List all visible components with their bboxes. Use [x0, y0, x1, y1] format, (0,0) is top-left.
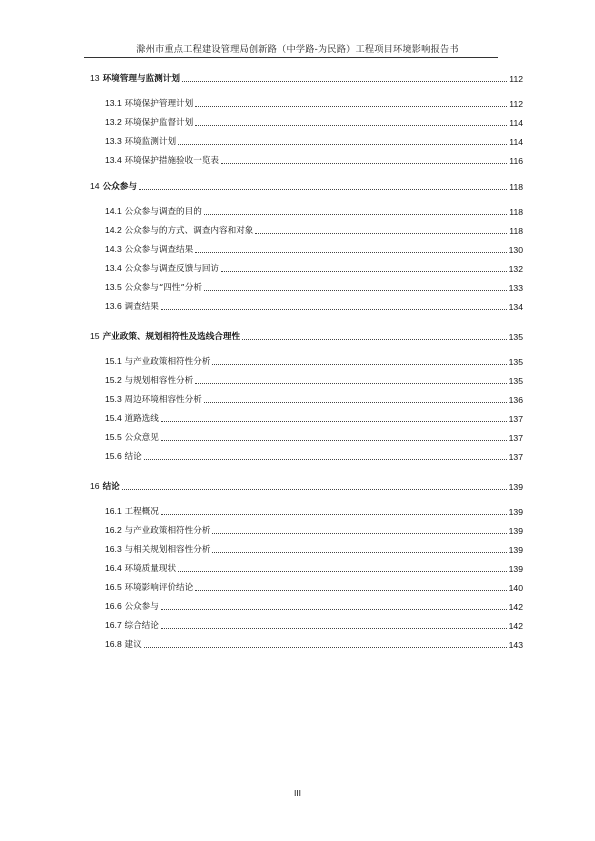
toc-entry-number: 15.5 [105, 432, 122, 442]
leader-dots [161, 514, 507, 515]
leader-dots [204, 214, 507, 215]
toc-entry-title: 与相关规划相容性分析 [124, 545, 211, 555]
leader-dots [212, 552, 506, 553]
leader-dots [212, 533, 506, 534]
toc-entry-page: 133 [508, 283, 523, 293]
toc-entry-page: 116 [509, 156, 523, 166]
toc-entry-page: 118 [509, 226, 523, 236]
toc-entry-title: 公众参与调查结果 [124, 245, 194, 255]
toc-entry[interactable] [105, 242, 523, 256]
leader-dots [178, 144, 507, 145]
leader-dots [161, 421, 507, 422]
toc-entry-title: 环境影响评价结论 [124, 583, 194, 593]
toc-entry-number: 14.2 [105, 225, 122, 235]
toc-entry-page: 135 [508, 332, 523, 342]
toc-entry[interactable] [105, 299, 523, 313]
toc-entry-number: 13.6 [105, 301, 122, 311]
toc-entry-title: 环境管理与监测计划 [102, 74, 180, 84]
toc-entry-title: 道路选线 [124, 414, 159, 424]
toc-entry-page: 137 [508, 433, 523, 443]
leader-dots [161, 628, 507, 629]
toc-entry-number: 16.8 [105, 639, 122, 649]
leader-dots [161, 309, 507, 310]
toc-entry-number: 13.2 [105, 117, 122, 127]
toc-entry-title: 结论 [124, 452, 142, 462]
toc-entry-page: 132 [508, 264, 523, 274]
toc-entry[interactable] [105, 153, 523, 167]
toc-entry-title: 公众参与调查的目的 [124, 207, 202, 217]
toc-entry-title: 与产业政策相符性分析 [124, 357, 211, 367]
toc-entry-page: 118 [509, 182, 523, 192]
toc-entry[interactable] [105, 223, 523, 237]
toc-entry-title: 公众参与的方式、调查内容和对象 [124, 226, 254, 236]
toc-entry-number: 13.4 [105, 155, 122, 165]
leader-dots [144, 647, 507, 648]
toc-entry-number: 16 [90, 481, 100, 491]
toc-entry[interactable] [105, 204, 523, 218]
toc-entry-number: 14.3 [105, 244, 122, 254]
toc-entry[interactable] [105, 523, 523, 537]
leader-dots [195, 590, 506, 591]
toc-entry-page: 142 [508, 602, 523, 612]
toc-entry-number: 14 [90, 181, 100, 191]
toc-entry-page: 114 [509, 118, 523, 128]
toc-entry[interactable] [90, 329, 523, 343]
toc-entry-number: 16.3 [105, 544, 122, 554]
toc-entry-page: 139 [508, 482, 523, 492]
toc-entry-title: 环境监测计划 [124, 137, 177, 147]
leader-dots [221, 271, 507, 272]
leader-dots [178, 571, 507, 572]
leader-dots [161, 440, 507, 441]
toc-entry-title: 产业政策、规划相符性及选线合理性 [102, 332, 241, 342]
toc-entry-title: 结论 [102, 482, 120, 492]
leader-dots [144, 459, 507, 460]
leader-dots [255, 233, 507, 234]
toc-entry-title: 公众参与“四性”分析 [124, 283, 203, 293]
toc-entry-page: 112 [509, 99, 523, 109]
toc-entry-number: 13.1 [105, 98, 122, 108]
leader-dots [122, 489, 507, 490]
toc-entry[interactable] [105, 115, 523, 129]
page-number: III [293, 788, 302, 798]
toc-entry-page: 142 [508, 621, 523, 631]
toc-entry-title: 建议 [124, 640, 142, 650]
toc-entry-page: 134 [508, 302, 523, 312]
leader-dots [195, 383, 506, 384]
leader-dots [195, 125, 507, 126]
toc-entry[interactable] [105, 280, 523, 294]
leader-dots [204, 402, 507, 403]
toc-entry-title: 环境保护措施验收一览表 [124, 156, 220, 166]
toc-entry-page: 135 [508, 357, 523, 367]
leader-dots [195, 106, 507, 107]
toc-entry[interactable] [105, 411, 523, 425]
toc-entry[interactable] [90, 179, 523, 193]
toc-entry-title: 环境保护管理计划 [124, 99, 194, 109]
toc-entry-page: 137 [508, 452, 523, 462]
toc-entry-page: 112 [509, 74, 523, 84]
toc-entry-title: 公众参与 [124, 602, 159, 612]
toc-entry[interactable] [105, 637, 523, 651]
toc-entry-page: 139 [508, 526, 523, 536]
toc-entry-title: 周边环境相容性分析 [124, 395, 202, 405]
toc-entry-number: 13.4 [105, 263, 122, 273]
leader-dots [204, 290, 507, 291]
toc-entry[interactable] [90, 479, 523, 493]
toc-entry[interactable] [105, 449, 523, 463]
toc-entry-title: 公众参与 [102, 182, 137, 192]
toc-entry-title: 综合结论 [124, 621, 159, 631]
toc-entry-title: 调查结果 [124, 302, 159, 312]
toc-entry-page: 130 [508, 245, 523, 255]
toc-entry-title: 环境质量现状 [124, 564, 177, 574]
toc-entry-number: 15 [90, 331, 100, 341]
leader-dots [139, 189, 507, 190]
toc-entry-number: 14.1 [105, 206, 122, 216]
toc-entry-page: 139 [508, 507, 523, 517]
toc-entry-number: 15.2 [105, 375, 122, 385]
toc-entry[interactable] [105, 430, 523, 444]
toc-entry-page: 114 [509, 137, 523, 147]
toc-entry[interactable] [105, 392, 523, 406]
toc-entry-page: 137 [508, 414, 523, 424]
toc-entry-number: 15.6 [105, 451, 122, 461]
toc-entry-page: 135 [508, 376, 523, 386]
toc-entry-page: 139 [508, 545, 523, 555]
toc-entry-page: 136 [508, 395, 523, 405]
leader-dots [182, 81, 507, 82]
leader-dots [242, 339, 507, 340]
toc-entry-number: 13 [90, 73, 100, 83]
header-rule [84, 57, 498, 58]
toc-entry-number: 16.2 [105, 525, 122, 535]
leader-dots [212, 364, 506, 365]
toc-entry-title: 公众参与调查反馈与回访 [124, 264, 220, 274]
toc-entry-number: 15.1 [105, 356, 122, 366]
toc-entry[interactable] [105, 134, 523, 148]
toc-entry[interactable] [105, 542, 523, 556]
toc-entry-title: 环境保护监督计划 [124, 118, 194, 128]
toc-entry-number: 13.5 [105, 282, 122, 292]
toc-entry-page: 139 [508, 564, 523, 574]
toc-entry[interactable] [105, 599, 523, 613]
toc-entry[interactable] [90, 71, 523, 85]
leader-dots [195, 252, 506, 253]
toc-entry[interactable] [105, 561, 523, 575]
toc-entry[interactable] [105, 373, 523, 387]
toc-entry[interactable] [105, 504, 523, 518]
toc-entry[interactable] [105, 261, 523, 275]
toc-entry-page: 118 [509, 207, 523, 217]
toc-entry-title: 与产业政策相符性分析 [124, 526, 211, 536]
toc-entry[interactable] [105, 96, 523, 110]
toc-entry-number: 16.7 [105, 620, 122, 630]
toc-entry-number: 16.5 [105, 582, 122, 592]
toc-entry-page: 140 [508, 583, 523, 593]
leader-dots [221, 163, 507, 164]
toc-entry[interactable] [105, 580, 523, 594]
toc-entry-number: 13.3 [105, 136, 122, 146]
toc-entry-title: 与规划相容性分析 [124, 376, 194, 386]
toc-entry-number: 16.4 [105, 563, 122, 573]
toc-entry[interactable] [105, 618, 523, 632]
toc-entry-number: 16.1 [105, 506, 122, 516]
toc-entry-number: 16.6 [105, 601, 122, 611]
toc-entry-number: 15.3 [105, 394, 122, 404]
toc-entry-title: 公众意见 [124, 433, 159, 443]
toc-entry-number: 15.4 [105, 413, 122, 423]
toc-entry[interactable] [105, 354, 523, 368]
toc-entry-title: 工程概况 [124, 507, 159, 517]
toc-entry-page: 143 [508, 640, 523, 650]
leader-dots [161, 609, 507, 610]
page-header-title: 滁州市重点工程建设管理局创新路（中学路-为民路）工程项目环境影响报告书 [136, 44, 459, 55]
